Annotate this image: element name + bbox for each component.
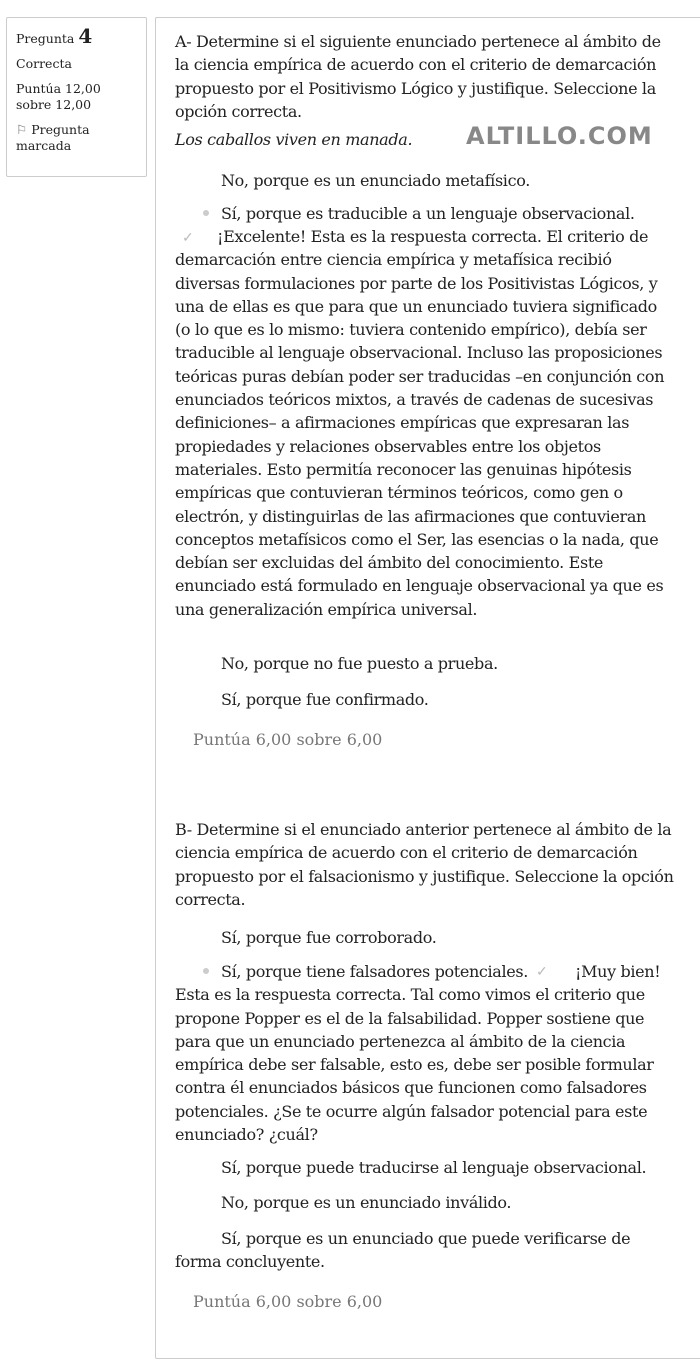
question-label: Pregunta (16, 31, 75, 46)
question-grade: Puntúa 12,00 sobre 12,00 (16, 81, 101, 112)
question-info-panel (6, 17, 147, 177)
part-b-grade: Puntúa 6,00 sobre 6,00 (193, 1292, 383, 1311)
part-a-statement: Los caballos viven en manada. (175, 130, 413, 149)
selected-radio-icon[interactable] (203, 210, 209, 216)
part-a-prompt: A- Determine si el siguiente enunciado pertenece al ámbito de la ciencia empírica de acuerdo con el criterio de demarcación propuesto por el Positivismo Lógico y justifique. Seleccione la opción correcta. (175, 32, 661, 121)
check-icon: ✓ (536, 964, 548, 980)
part-a-option-4[interactable]: Sí, porque fue confirmado. (221, 690, 429, 709)
check-icon: ✓ (182, 230, 194, 246)
part-a-option-3[interactable]: No, porque no fue puesto a prueba. (221, 654, 498, 673)
part-b-option-1[interactable]: Sí, porque fue corroborado. (221, 928, 437, 947)
question-number-value: 4 (78, 24, 93, 48)
flag-label: Pregunta marcada (16, 122, 90, 153)
part-b-option-5[interactable]: Sí, porque es un enunciado que puede verificarse de forma concluyente. (175, 1229, 631, 1272)
part-a-feedback: ¡Excelente! Esta es la respuesta correcta. El criterio de demarcación entre ciencia empírica y metafísica recibió diversas formulaciones por parte de los Positivistas Lógicos, y una de ellas es que para que un enunciado tuviera significado (o lo que es lo mismo: tuviera contenido empírico), debía ser traducible al lenguaje observacional. Incluso las proposiciones teóricas puras debían poder ser traducidas –en conjunción con enunciados teóricos mixtos, a través de cadenas de sucesivas definiciones– a afirmaciones empíricas que expresaran las propiedades y relaciones observables entre los objetos materiales. Esto permitía reconocer las genuinas hipótesis empíricas que contuvieran términos teóricos, como gen o electrón, y distinguirlas de las afirmaciones que contuvieran conceptos metafísicos como el Ser, las esencias o la nada, que debían ser excluidas del ámbito del conocimiento. Este enunciado está formulado en lenguaje observacional ya que es una generalización empírica universal. (175, 227, 665, 619)
part-b-option-4[interactable]: No, porque es un enunciado inválido. (221, 1193, 512, 1212)
part-b-prompt: B- Determine si el enunciado anterior pertenece al ámbito de la ciencia empírica de acuerdo con el criterio de demarcación propuesto por el falsacionismo y justifique. Seleccione la opción correcta. (175, 820, 674, 909)
question-content (155, 17, 700, 1359)
question-number (16, 24, 137, 48)
part-b-option-3[interactable]: Sí, porque puede traducirse al lenguaje observacional. (221, 1158, 647, 1177)
watermark-logo: ALTILLO.COM (466, 122, 653, 150)
part-a-option-2[interactable]: Sí, porque es traducible a un lenguaje observacional. (221, 204, 635, 223)
flag-question[interactable] (16, 122, 137, 154)
part-b-option-2[interactable]: Sí, porque tiene falsadores potenciales. (221, 962, 528, 981)
part-a-grade: Puntúa 6,00 sobre 6,00 (193, 730, 383, 749)
part-b-feedback: ¡Muy bien! Esta es la respuesta correcta. Tal como vimos el criterio que propone Popper es el de la falsabilidad. Popper sostiene que para que un enunciado pertenezca al ámbito de la ciencia empírica debe ser falsable, esto es, debe ser posible formular contra él enunciados básicos que funcionen como falsadores potenciales. ¿Se te ocurre algún falsador potencial para este enunciado? ¿cuál? (175, 962, 661, 1145)
part-a-option-1[interactable]: No, porque es un enunciado metafísico. (221, 171, 530, 190)
question-state: Correcta (16, 56, 72, 71)
flag-icon: ⚐ (16, 122, 28, 137)
